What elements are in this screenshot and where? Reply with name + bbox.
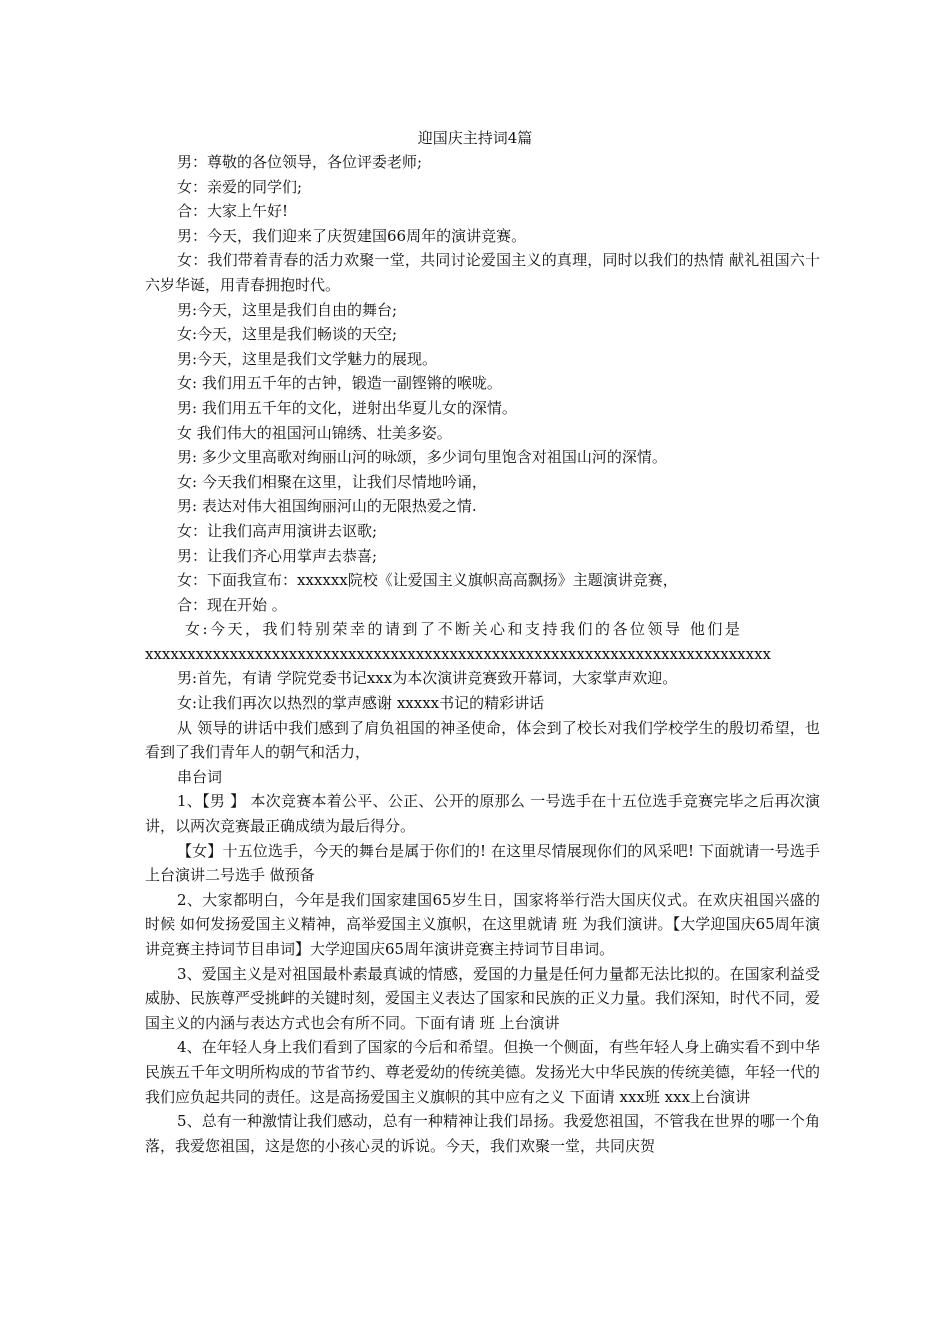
paragraph: 男: 表达对伟大祖国绚丽河山的无限热爱之情. (177, 497, 477, 516)
paragraph: 串台词 (177, 767, 223, 786)
paragraph: 女:今天，我们特别荣幸的请到了不断关心和支持我们的各位领导 他们是 (185, 620, 743, 639)
paragraph: 女:今天，这里是我们畅谈的天空; (177, 325, 398, 344)
paragraph: 男：今天，我们迎来了庆贺建国66周年的演讲竞赛。 (177, 226, 527, 245)
paragraph: 2、大家都明白，今年是我们国家建国65岁生日，国家将举行浩大国庆仪式。在欢庆祖国兴盛的时候 如何发扬爱国主义精神，高举爱国主义旗帜，在这里就请 班 为我们演讲。【大学迎国庆65周年演讲竞赛主持词节目串词】大学迎国庆65周年演讲竞赛主持词节目串词。 (145, 890, 820, 958)
paragraph: 1、【男 】 本次竞赛本着公平、公正、公开的原那么 一号选手在十五位选手竞赛完毕之后再次演讲，以两次竞赛最正确成绩为最后得分。 (145, 792, 820, 836)
paragraph: 男：让我们齐心用掌声去恭喜; (177, 546, 378, 565)
document-body (145, 150, 820, 1158)
paragraph: 男：尊敬的各位领导，各位评委老师; (177, 153, 423, 171)
paragraph: 男: 多少文里高歌对绚丽山河的咏颂，多少词句里饱含对祖国山河的深情。 (177, 448, 667, 467)
paragraph: 女:让我们再次以热烈的掌声感谢 xxxxx书记的精彩讲话 (177, 694, 545, 713)
paragraph: 女：我们带着青春的活力欢聚一堂，共同讨论爱国主义的真理，同时以我们的热情 献礼祖国六十六岁华诞，用青春拥抱时代。 (145, 251, 820, 294)
paragraph: 【女】十五位选手，今天的舞台是属于你们的! 在这里尽情展现你们的风采吧! 下面就请一号选手 上台演讲二号选手 做预备 (145, 841, 820, 885)
paragraph: 男: 我们用五千年的文化，迸射出华夏儿女的深情。 (177, 398, 517, 417)
paragraph: 3、爱国主义是对祖国最朴素最真诚的情感，爱国的力量是任何力量都无法比拟的。在国家利益受威胁、民族尊严受挑衅的关键时刻，爱国主义表达了国家和民族的正义力量。我们深知，时代不同，爱国主义的内涵与表达方式也会有所不同。下面有请 班 上台演讲 (145, 964, 821, 1032)
paragraph: 男:首先，有请 学院党委书记xxx为本次演讲竞赛致开幕词，大家掌声欢迎。 (177, 669, 678, 688)
paragraph: 女: 我们用五千年的古钟，锻造一副铿锵的喉咙。 (177, 374, 502, 393)
paragraph: 女：让我们高声用演讲去讴歌; (177, 521, 378, 540)
paragraph: 合：现在开始 。 (177, 595, 287, 614)
paragraph: 从 领导的讲话中我们感到了肩负祖国的神圣使命，体会到了校长对我们学校学生的殷切希望，也看到了我们青年人的朝气和活力， (145, 718, 820, 762)
paragraph: 女：下面我宣布：xxxxxx院校《让爱国主义旗帜高高飘扬》主题演讲竞赛， (177, 571, 678, 590)
paragraph: 女：亲爱的同学们; (177, 177, 303, 196)
paragraph: 女 我们伟大的祖国河山锦绣、壮美多姿。 (177, 423, 452, 442)
paragraph: 合：大家上午好! (177, 202, 289, 221)
paragraph: 女: 今天我们相聚在这里，让我们尽情地吟诵， (177, 472, 487, 491)
paragraph: xxxxxxxxxxxxxxxxxxxxxxxxxxxxxxxxxxxxxxxxxxxxxxxxxxxxxxxxxxxxxxxxxxxxxxxxxx (145, 644, 772, 663)
paragraph: 4、在年轻人身上我们看到了国家的今后和希望。但换一个侧面，有些年轻人身上确实看不到中华民族五千年文明所构成的节省节约、尊老爱幼的传统美德。发扬光大中华民族的传统美德，年轻一代的我们应负起共同的责任。这是高扬爱国主义旗帜的其中应有之义 下面请 xxx班 xxx上台演讲 (145, 1038, 821, 1106)
paragraph: 5、总有一种激情让我们感动，总有一种精神让我们昂扬。我爱您祖国，不管我在世界的哪一个角落，我爱您祖国，这是您的小孩心灵的诉说。今天，我们欢聚一堂，共同庆贺 (145, 1112, 820, 1155)
paragraph: 男:今天，这里是我们文学魅力的展现。 (177, 349, 438, 368)
paragraph: 男:今天，这里是我们自由的舞台; (177, 300, 398, 319)
document-title: 迎国庆主持词4篇 (417, 129, 533, 147)
